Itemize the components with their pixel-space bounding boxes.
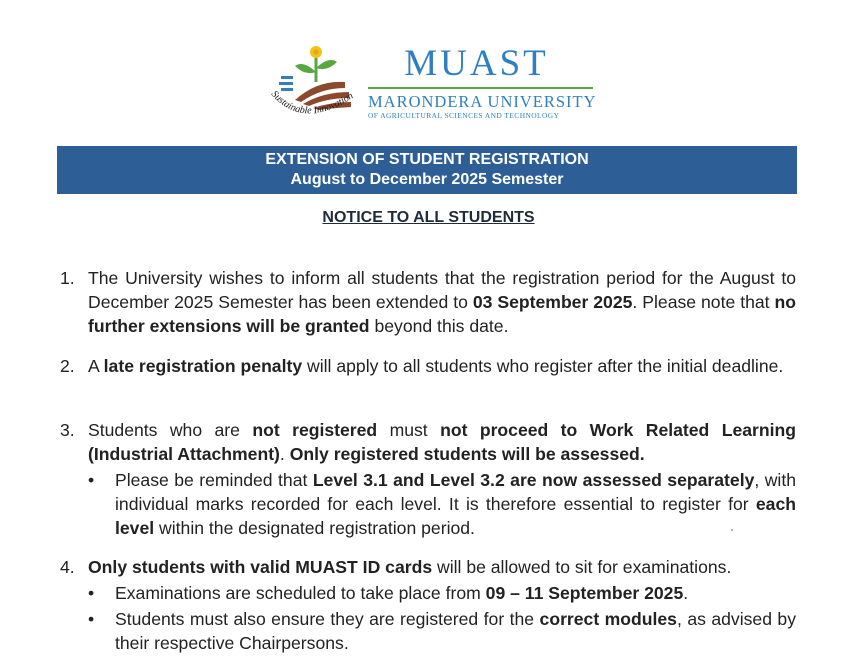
emphasis-text: Only students with valid MUAST ID cards (88, 557, 433, 577)
text-run: A (88, 356, 104, 376)
item-number: 1. (60, 268, 75, 288)
bullet-symbol: • (88, 609, 95, 629)
text-run: . Please note that (632, 292, 775, 312)
text-run: The University wishes to inform all students that the registration period for the August to December 2025 Semester has been extended to (88, 268, 796, 312)
text-run: , as advised by their respective Chairpersons. (115, 609, 797, 653)
brand-short-name: MUAST (404, 43, 549, 84)
text-run: . (279, 444, 290, 464)
item-text (88, 354, 796, 378)
scan-speck (731, 529, 733, 531)
text-run: beyond this date. (369, 316, 509, 336)
emphasis-text: no further extensions will be granted (88, 292, 797, 336)
item-number: 3. (60, 420, 75, 440)
emphasis-text: correct modules (539, 609, 677, 629)
bullet-symbol: • (88, 583, 95, 603)
item-text (88, 266, 796, 338)
text-run: Students who are (88, 420, 253, 440)
text-run: Students must also ensure they are registered for the (115, 609, 540, 629)
text-run: . (683, 583, 689, 603)
text-run: , with individual marks recorded for each level. It is therefore essential to register for (115, 470, 796, 514)
brand-university-name: MARONDERA UNIVERSITY (368, 92, 597, 111)
bullet-text (115, 607, 796, 655)
emphasis-text: 03 September 2025 (472, 292, 633, 312)
title-banner (57, 146, 797, 194)
text-run: must (377, 420, 441, 440)
banner-subtitle: August to December 2025 Semester (290, 171, 564, 188)
emphasis-text: 09 – 11 September 2025 (485, 583, 684, 603)
notice-heading: NOTICE TO ALL STUDENTS (322, 209, 535, 226)
brand-divider (368, 87, 593, 89)
logo-tagline: Sustainable Innovation (268, 88, 356, 117)
item-text (88, 555, 796, 579)
university-logo (265, 42, 595, 130)
text-run: will be allowed to sit for examinations. (432, 557, 732, 577)
item-number: 4. (60, 557, 75, 577)
bullet-text (115, 581, 796, 605)
muast-emblem-icon (265, 42, 365, 130)
bullet-symbol: • (88, 470, 95, 490)
text-run: within the designated registration period. (154, 518, 475, 538)
brand-subtitle: OF AGRICULTURAL SCIENCES AND TECHNOLOGY (368, 111, 560, 120)
bullet-text (115, 468, 796, 540)
emphasis-text: not proceed to Work Related Learning (Industrial Attachment) (88, 420, 796, 464)
banner-title: EXTENSION OF STUDENT REGISTRATION (265, 151, 589, 168)
emphasis-text: Level 3.1 and Level 3.2 are now assessed separately (312, 470, 755, 490)
emphasis-text: each level (115, 494, 796, 538)
text-run: Examinations are scheduled to take place from (115, 583, 486, 603)
item-text (88, 418, 796, 466)
brand-text (368, 43, 597, 121)
text-run: will apply to all students who register after the initial deadline. (302, 356, 784, 376)
emphasis-text: late registration penalty (103, 356, 303, 376)
emphasis-text: not registered (252, 420, 378, 440)
emphasis-text: Only registered students will be assessed. (289, 444, 645, 464)
text-run: Please be reminded that (115, 470, 313, 490)
item-number: 2. (60, 356, 75, 376)
